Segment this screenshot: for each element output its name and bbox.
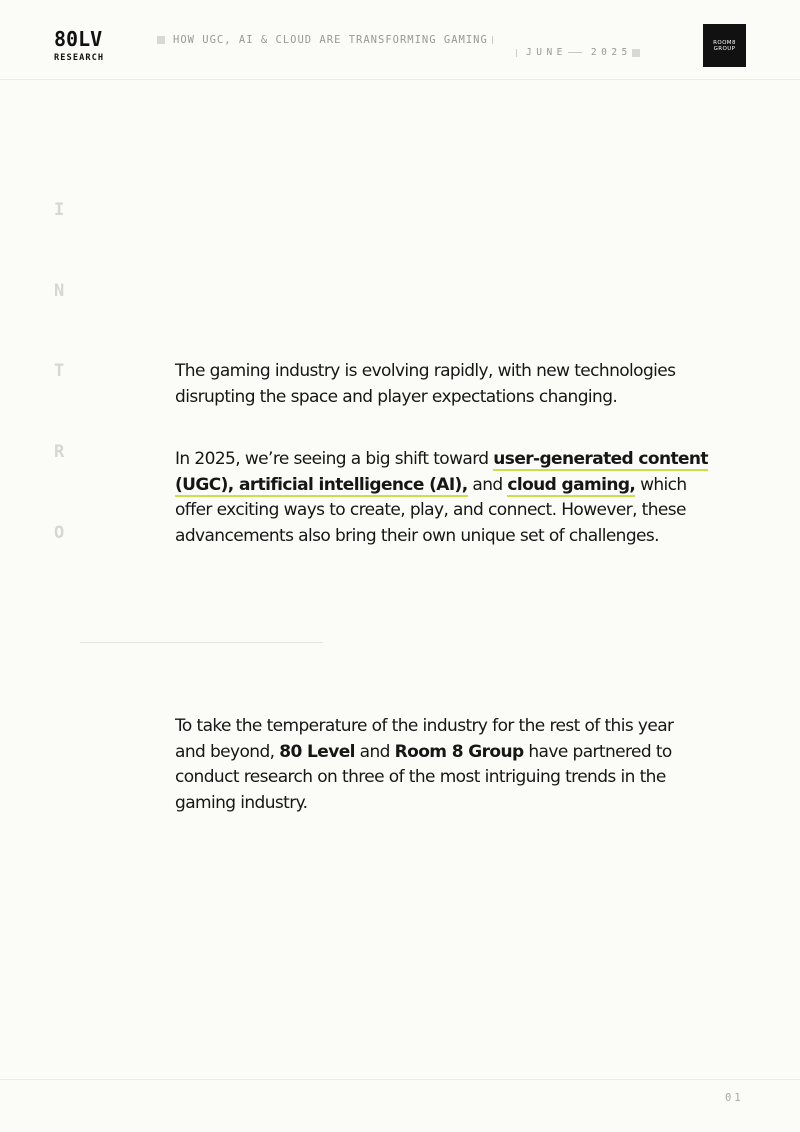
paragraph-text: have partnered to conduct research on three of the most intriguing trends in the gaming industry.: [175, 741, 672, 813]
bold-80-level: 80 Level: [279, 741, 355, 762]
paragraph-text: and: [467, 474, 508, 495]
section-letter: T: [54, 361, 65, 381]
paragraph-text: which offer exciting ways to create, play, and connect. However, these advancements also bring their own unique set of challenges.: [175, 474, 687, 546]
paragraph-text: To take the temperature of the industry for the rest of this year and beyond,: [175, 716, 674, 762]
report-title-block: [157, 34, 493, 46]
trends-paragraph: [175, 447, 720, 549]
room8-group-logo: [703, 24, 746, 67]
square-marker-icon: [632, 49, 640, 57]
partnership-paragraph: [175, 714, 695, 816]
80lv-research-logo: [54, 27, 124, 63]
date-dash-icon: [568, 52, 582, 53]
highlight-ugc-ai: user-generated content (UGC), artificial intelligence (AI),: [175, 449, 708, 495]
date-year: 2025: [590, 47, 632, 58]
partner-logo-line2: GROUP: [713, 45, 736, 52]
date-month: JUNE: [526, 47, 567, 58]
footer-divider: [0, 1079, 800, 1080]
logo-mark: 80LV: [54, 27, 103, 51]
intro-paragraph: The gaming industry is evolving rapidly, with new technologies disrupting the space and player expectations changing.: [175, 361, 676, 407]
paragraph-text: In 2025, we’re seeing a big shift toward: [175, 449, 494, 469]
page-header: [0, 0, 800, 80]
section-letter: I: [54, 200, 65, 220]
section-letter: O: [54, 523, 65, 543]
report-title: HOW UGC, AI & CLOUD ARE TRANSFORMING GAMING: [173, 34, 488, 46]
highlight-cloud-gaming: cloud gaming,: [507, 474, 636, 495]
divider-tick-icon: [492, 36, 493, 44]
bold-room8-group: Room 8 Group: [394, 741, 524, 762]
square-marker-icon: [157, 36, 165, 44]
section-divider: [80, 642, 323, 643]
logo-subtitle: RESEARCH: [54, 53, 105, 63]
partner-logo-line1: ROOM8: [713, 39, 736, 46]
section-letter: R: [54, 442, 65, 462]
section-letter: N: [54, 281, 65, 301]
paragraph-text: and: [354, 741, 395, 762]
divider-tick-icon: [516, 49, 517, 57]
report-date: [516, 47, 640, 58]
page-number: 01: [725, 1092, 744, 1104]
